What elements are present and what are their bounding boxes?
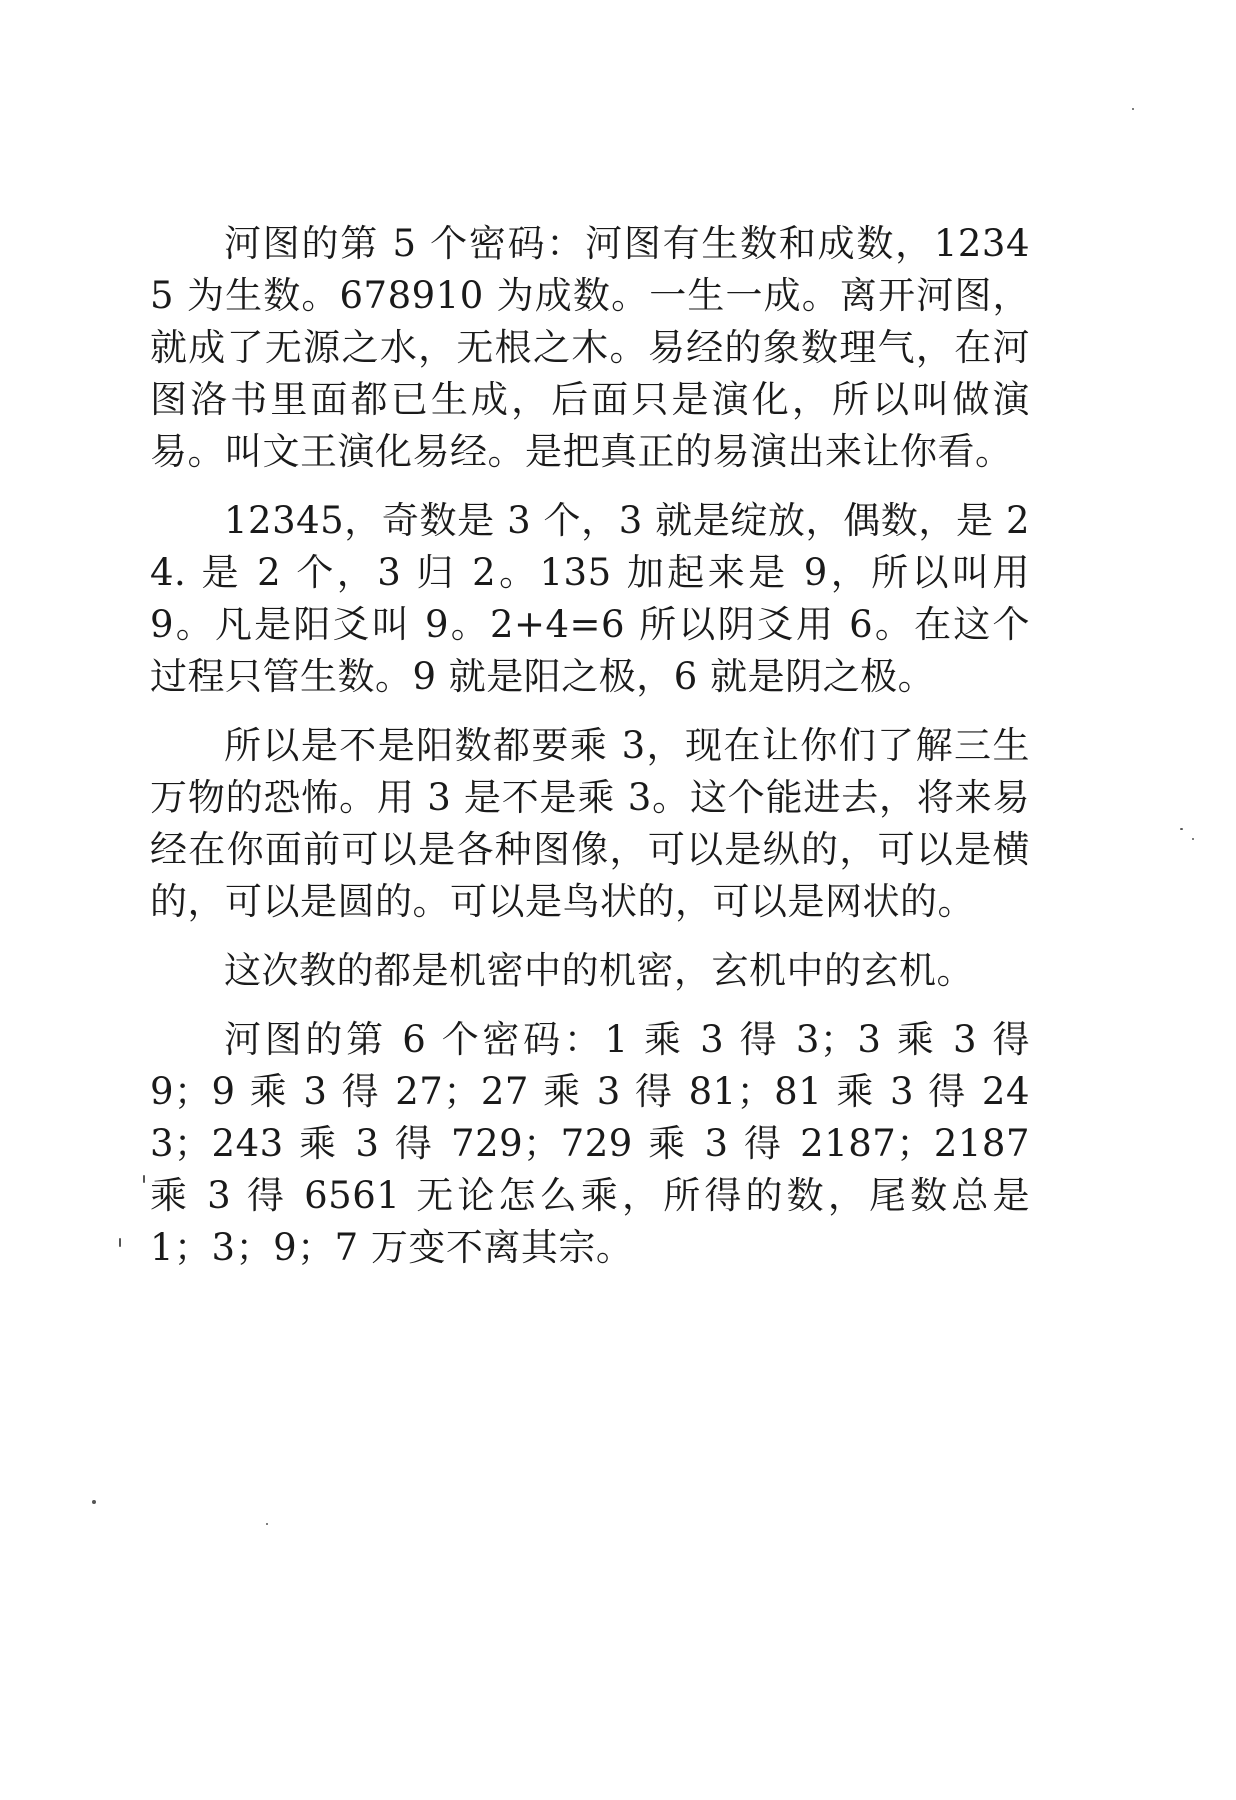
scan-speck xyxy=(119,1238,121,1247)
paragraph-secrets: 这次教的都是机密中的机密，玄机中的玄机。 xyxy=(224,949,974,992)
paragraph-multiply-by-three: 所以是不是阳数都要乘 3，现在让你们了解三生万物的恐怖。用 3 是不是乘 3。这个能进去，将来易经在你面前可以是各种图像，可以是纵的，可以是横的，可以是圆的。可以是鸟状的，可以是网状的。 xyxy=(150,724,1030,923)
document-body xyxy=(150,218,1030,1291)
scan-speck xyxy=(266,1523,268,1525)
scan-speck xyxy=(1192,838,1194,840)
scan-speck xyxy=(1132,108,1134,110)
paragraph-odd-even-numbers: 12345，奇数是 3 个，3 就是绽放，偶数，是 24. 是 2 个，3 归 2。135 加起来是 9，所以叫用 9。凡是阳爻叫 9。2+4=6 所以阴爻用 6。在这个过程只管生数。9 就是阳之极，6 就是阴之极。 xyxy=(150,499,1030,698)
paragraph-hetu-code-6: 河图的第 6 个密码：1 乘 3 得 3；3 乘 3 得 9；9 乘 3 得 27；27 乘 3 得 81；81 乘 3 得 243；243 乘 3 得 729；729 乘 3 得 2187；2187 乘 3 得 6561 无论怎么乘，所得的数，尾数总是 1；3；9；7 万变不离其宗。 xyxy=(150,1018,1030,1269)
paragraph-hetu-code-5: 河图的第 5 个密码：河图有生数和成数，12345 为生数。678910 为成数。一生一成。离开河图，就成了无源之水，无根之木。易经的象数理气，在河图洛书里面都已生成，后面只是演化，所以叫做演易。叫文王演化易经。是把真正的易演出来让你看。 xyxy=(150,222,1030,473)
scan-speck xyxy=(92,1500,96,1504)
scan-speck xyxy=(143,1175,145,1183)
scan-speck xyxy=(1180,828,1183,830)
